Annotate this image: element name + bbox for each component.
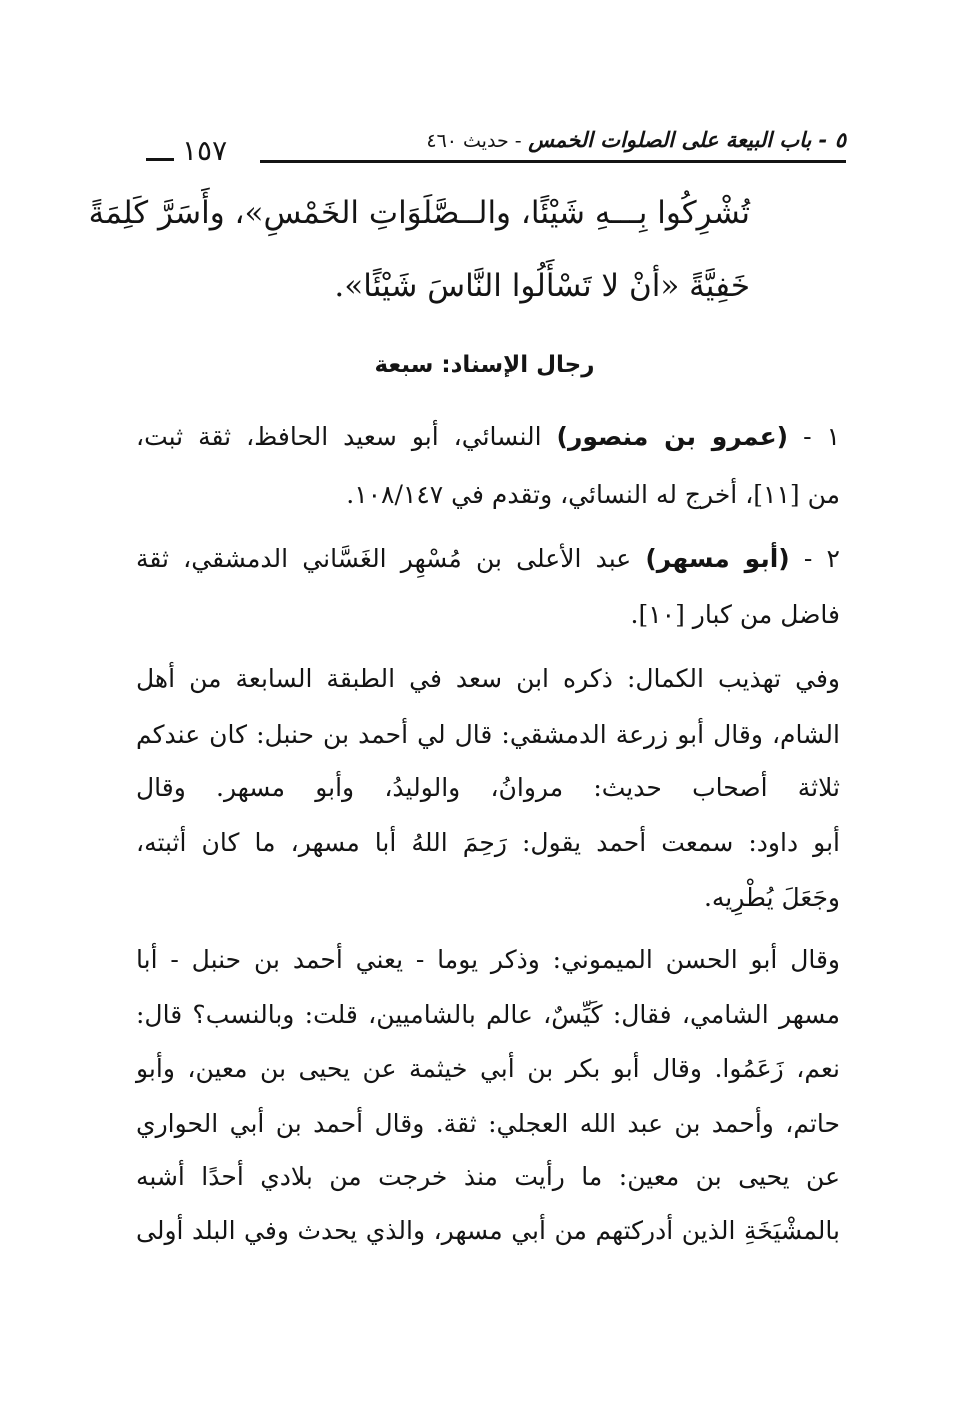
narrator-name: (أبو مسهر) — [645, 544, 790, 573]
paragraph-line: وفي تهذيب الكمال: ذكره ابن سعد في الطبقة السابعة من أهل — [136, 664, 840, 693]
narrator-description: عبد الأعلى بن مُسْهِر الغَسَّاني الدمشقي، ثقة — [136, 544, 632, 573]
page-number: ١٥٧ — [182, 134, 228, 167]
paragraph-line: مسهر الشامي، فقال: كَيِّسٌ، عالم بالشاميين، قلت: وبالنسب؟ قال: — [136, 1000, 840, 1029]
narrator-entry-line: من [١١]، أخرج له النسائي، وتقدم في ١٠٨/١٤٧. — [346, 480, 840, 509]
narrator-number: ٢ - — [803, 544, 840, 573]
page-number-dash — [146, 158, 174, 161]
section-heading: رجال الإسناد: سبعة — [374, 352, 595, 378]
chapter-title: ٥ - باب البيعة على الصلوات الخمس — [528, 128, 846, 152]
paragraph-line: حاتم، وأحمد بن عبد الله العجلي: ثقة. وقال أحمد بن أبي الحواري — [136, 1109, 840, 1138]
hadith-text-line: خَفِيَّةً «أنْ لا تَسْأَلُوا النَّاسَ شَيْئًا». — [334, 268, 750, 304]
paragraph-line: الشام، وقال أبو زرعة الدمشقي: قال لي أحمد بن حنبل: كان عندكم — [136, 720, 840, 749]
paragraph-line: وقال أبو الحسن الميموني: وذكر يوما - يعني أحمد بن حنبل - أبا — [136, 945, 840, 974]
narrator-number: ١ - — [803, 422, 840, 451]
narrator-description: النسائي، أبو سعيد الحافظ، ثقة ثبت، — [136, 422, 542, 451]
narrator-name: (عمرو بن منصور) — [556, 422, 789, 451]
paragraph-line: نعم، زَعَمُوا. وقال أبو بكر بن أبي خيثمة عن يحيى بن معين، وأبو — [136, 1054, 840, 1083]
running-header — [140, 128, 846, 168]
header-rule — [260, 160, 846, 163]
narrator-entry-line — [136, 424, 840, 449]
paragraph-line: ثلاثة أصحاب حديث: مروانُ، والوليدُ، وأبو مسهر. وقال — [136, 773, 840, 802]
paragraph-line: عن يحيى بن معين: ما رأيت منذ خرجت من بلادي أحدًا أشبه — [136, 1162, 840, 1191]
hadith-text-line: تُشْرِكُوا بِـــهِ شَيْئًا، والــصَّلَوَاتِ الخَمْسِ»، وأَسَرَّ كَلِمَةً — [88, 195, 750, 231]
header-title — [426, 128, 846, 152]
paragraph-line: بالمشْيَخَةِ الذين أدركتهم من أبي مسهر، والذي يحدث وفي البلد أولى — [136, 1216, 840, 1245]
paragraph-line: وجَعَلَ يُطْرِيه. — [703, 883, 840, 912]
paragraph-line: أبو داود: سمعت أحمد يقول: رَحِمَ اللهُ أبا مسهر، ما كان أثبته، — [136, 828, 840, 857]
narrator-entry-line: فاضل من كبار [١٠]. — [630, 600, 840, 629]
hadith-reference: - حديث ٤٦٠ — [426, 130, 522, 152]
narrator-entry-line — [136, 546, 840, 571]
